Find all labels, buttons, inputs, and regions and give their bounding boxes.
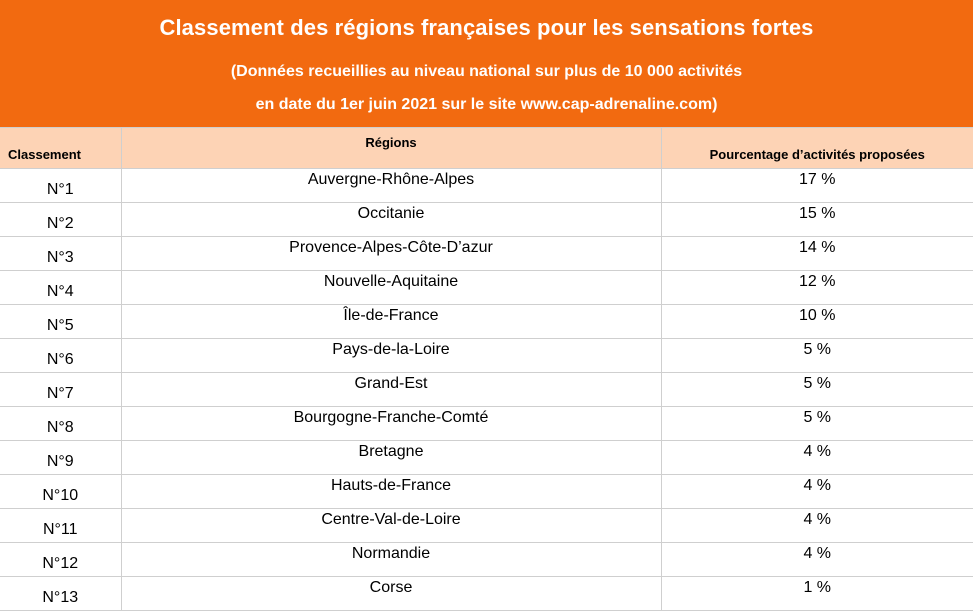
percent-cell: 5 % — [661, 373, 973, 407]
table-row — [0, 373, 973, 407]
percent-cell: 1 % — [661, 577, 973, 611]
banner — [0, 0, 973, 128]
rank-cell: N°13 — [0, 577, 121, 611]
region-cell: Provence-Alpes-Côte-D’azur — [121, 237, 661, 271]
percent-cell: 4 % — [661, 441, 973, 475]
percent-cell: 10 % — [661, 305, 973, 339]
rank-cell: N°12 — [0, 543, 121, 577]
rank-cell: N°4 — [0, 271, 121, 305]
rank-cell: N°2 — [0, 203, 121, 237]
region-cell: Normandie — [121, 543, 661, 577]
region-cell: Hauts-de-France — [121, 475, 661, 509]
region-cell: Auvergne-Rhône-Alpes — [121, 169, 661, 203]
region-cell: Occitanie — [121, 203, 661, 237]
rank-cell: N°9 — [0, 441, 121, 475]
region-cell: Bourgogne-Franche-Comté — [121, 407, 661, 441]
percent-cell: 4 % — [661, 475, 973, 509]
table-row — [0, 237, 973, 271]
column-header-percent: Pourcentage d’activités proposées — [661, 128, 973, 169]
column-header-region: Régions — [121, 128, 661, 169]
rank-cell: N°1 — [0, 169, 121, 203]
page-title: Classement des régions françaises pour les sensations fortes — [159, 15, 814, 40]
table-row — [0, 441, 973, 475]
table-row — [0, 271, 973, 305]
region-cell: Grand-Est — [121, 373, 661, 407]
region-cell: Corse — [121, 577, 661, 611]
percent-cell: 4 % — [661, 509, 973, 543]
rank-cell: N°3 — [0, 237, 121, 271]
percent-cell: 17 % — [661, 169, 973, 203]
percent-cell: 14 % — [661, 237, 973, 271]
rank-cell: N°7 — [0, 373, 121, 407]
table-row — [0, 203, 973, 237]
table-row — [0, 543, 973, 577]
region-cell: Pays-de-la-Loire — [121, 339, 661, 373]
subtitle-line-1: (Données recueillies au niveau national sur plus de 10 000 activités — [230, 63, 743, 80]
percent-cell: 5 % — [661, 339, 973, 373]
rank-cell: N°11 — [0, 509, 121, 543]
table-row — [0, 475, 973, 509]
subtitle-line-2: en date du 1er juin 2021 sur le site www.cap-adrenaline.com) — [255, 96, 718, 113]
percent-cell: 15 % — [661, 203, 973, 237]
table-row — [0, 169, 973, 203]
table-row — [0, 339, 973, 373]
table-row — [0, 305, 973, 339]
ranking-table — [0, 128, 973, 611]
percent-cell: 5 % — [661, 407, 973, 441]
rank-cell: N°5 — [0, 305, 121, 339]
table-header-row — [0, 128, 973, 169]
table-row — [0, 509, 973, 543]
region-cell: Nouvelle-Aquitaine — [121, 271, 661, 305]
rank-cell: N°8 — [0, 407, 121, 441]
rank-cell: N°6 — [0, 339, 121, 373]
region-cell: Bretagne — [121, 441, 661, 475]
region-cell: Île-de-France — [121, 305, 661, 339]
percent-cell: 4 % — [661, 543, 973, 577]
column-header-rank: Classement — [0, 128, 121, 169]
region-cell: Centre-Val-de-Loire — [121, 509, 661, 543]
rank-cell: N°10 — [0, 475, 121, 509]
table-row — [0, 407, 973, 441]
table-row — [0, 577, 973, 611]
percent-cell: 12 % — [661, 271, 973, 305]
